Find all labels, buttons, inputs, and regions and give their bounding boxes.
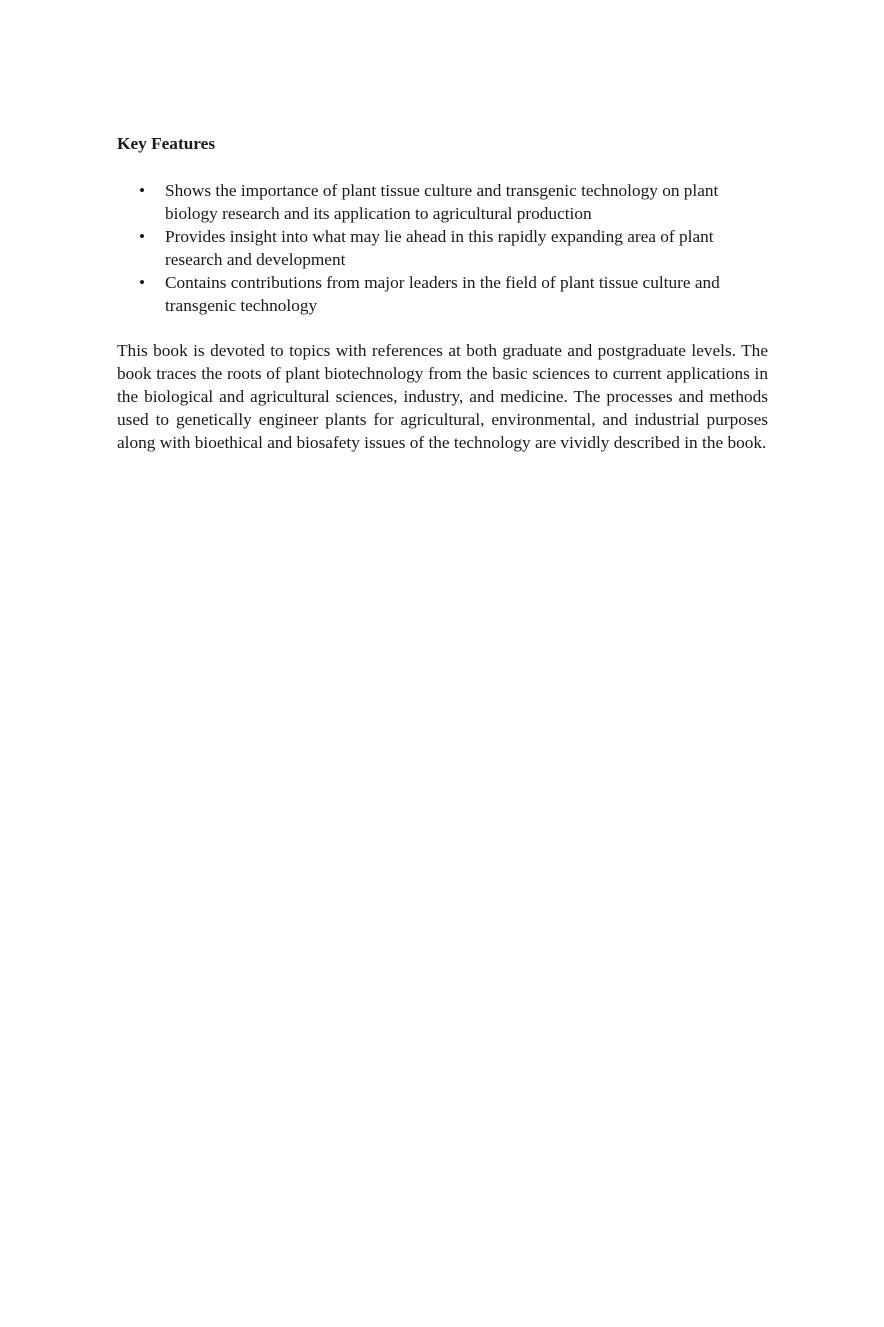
page-content <box>117 131 768 454</box>
feature-item <box>117 225 768 271</box>
bullet-icon: • <box>139 227 146 246</box>
key-features-list <box>117 179 768 317</box>
feature-text: Provides insight into what may lie ahead in this rapidly expanding area of plant research and development <box>165 227 714 269</box>
bullet-icon: • <box>139 181 146 200</box>
feature-text: Contains contributions from major leaders in the field of plant tissue culture and transgenic technology <box>165 273 720 315</box>
book-description: This book is devoted to topics with references at both graduate and postgraduate levels. The book traces the roots of plant biotechnology from the basic sciences to current applications in the biological and agricultural sciences, industry, and medicine. The processes and methods used to genetically engineer plants for agricultural, environmental, and industrial purposes along with bioethical and biosafety issues of the technology are vividly described in the book. <box>117 341 768 452</box>
feature-item <box>117 271 768 317</box>
feature-item <box>117 179 768 225</box>
feature-text: Shows the importance of plant tissue culture and transgenic technology on plant biology research and its application to agricultural production <box>165 181 719 223</box>
bullet-icon: • <box>139 273 146 292</box>
key-features-heading: Key Features <box>117 134 216 153</box>
